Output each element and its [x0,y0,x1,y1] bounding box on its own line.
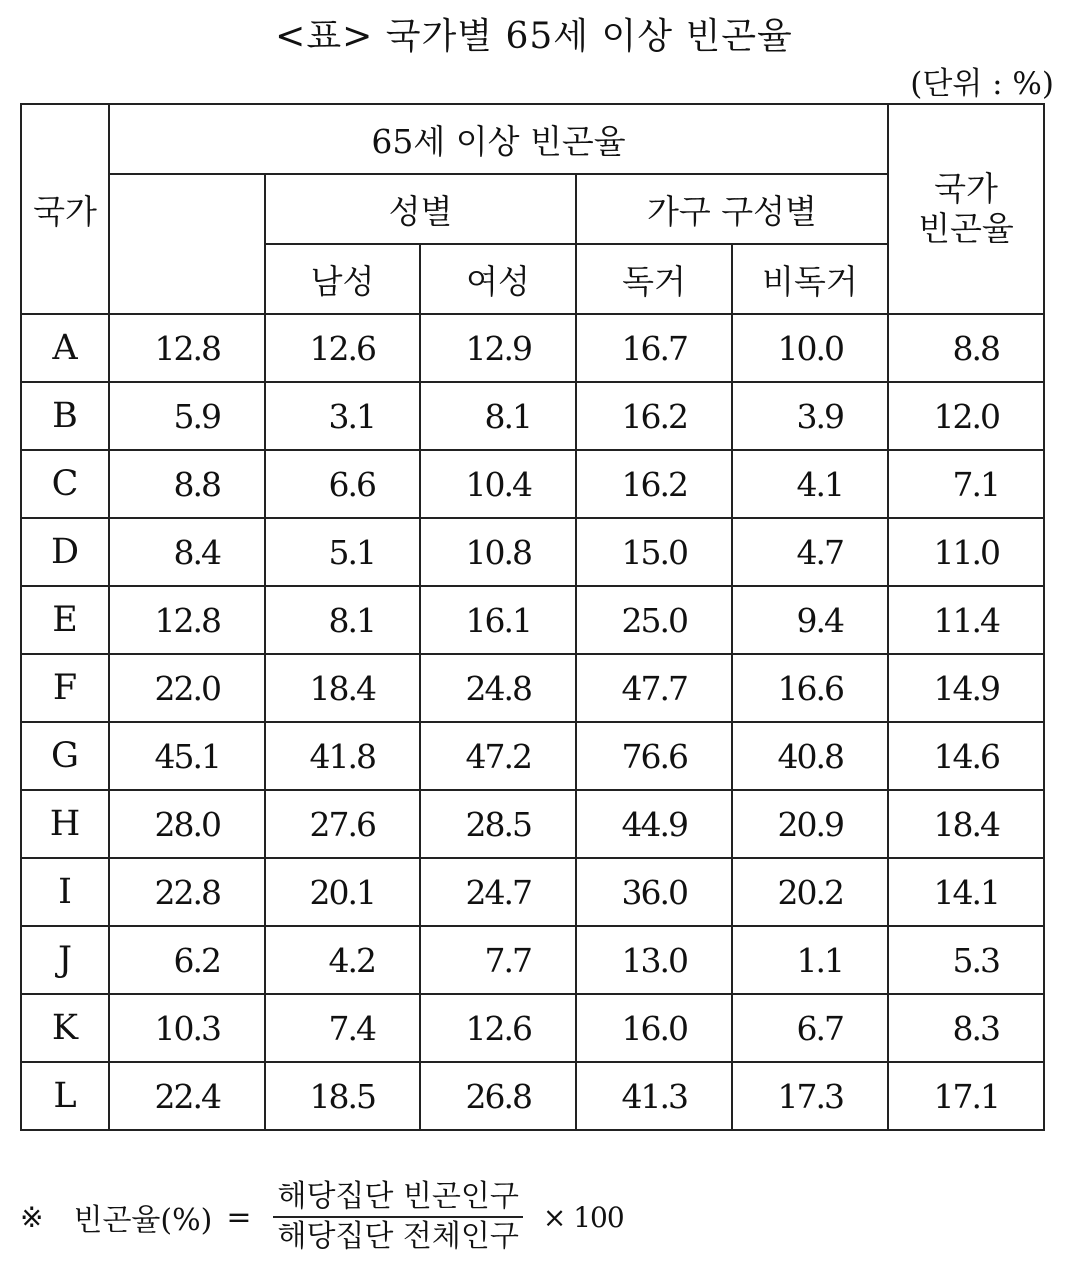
header-national-text: 국가 빈곤율 [918,169,1014,248]
cell-national: 11.0 [888,518,1044,586]
cell-not-alone: 10.0 [732,314,888,382]
header-65-poverty: 65세 이상 빈곤율 [109,104,888,174]
unit-label: (단위 : %) [910,66,1054,102]
formula-fraction [273,1180,522,1254]
formula-numerator: 해당집단 빈곤인구 [273,1180,522,1218]
cell-country: F [21,654,109,722]
formula-equals: = [226,1199,252,1235]
cell-male: 27.6 [265,790,420,858]
poverty-table [20,103,1045,1131]
cell-alone: 36.0 [576,858,732,926]
cell-male: 20.1 [265,858,420,926]
cell-not-alone: 9.4 [732,586,888,654]
cell-alone: 44.9 [576,790,732,858]
cell-country: D [21,518,109,586]
cell-not-alone: 3.9 [732,382,888,450]
cell-national: 14.9 [888,654,1044,722]
cell-alone: 16.2 [576,382,732,450]
formula-label: 빈곤율(%) [73,1203,213,1238]
cell-alone: 25.0 [576,586,732,654]
cell-female: 24.7 [420,858,576,926]
cell-male: 3.1 [265,382,420,450]
cell-male: 5.1 [265,518,420,586]
header-not-alone: 비독거 [732,244,888,314]
cell-alone: 15.0 [576,518,732,586]
cell-national: 8.3 [888,994,1044,1062]
cell-country: K [21,994,109,1062]
cell-country: G [21,722,109,790]
cell-total: 28.0 [109,790,265,858]
cell-total: 22.4 [109,1062,265,1130]
header-national-poverty [888,104,1044,314]
cell-not-alone: 20.9 [732,790,888,858]
cell-national: 7.1 [888,450,1044,518]
cell-not-alone: 17.3 [732,1062,888,1130]
cell-country: B [21,382,109,450]
header-by-sex: 성별 [265,174,576,244]
header-alone: 독거 [576,244,732,314]
table-row [21,858,1044,926]
cell-national: 18.4 [888,790,1044,858]
cell-not-alone: 6.7 [732,994,888,1062]
cell-female: 10.8 [420,518,576,586]
header-country: 국가 [21,104,109,314]
cell-alone: 13.0 [576,926,732,994]
cell-country: J [21,926,109,994]
cell-male: 6.6 [265,450,420,518]
cell-total: 10.3 [109,994,265,1062]
cell-total: 8.4 [109,518,265,586]
table-row [21,382,1044,450]
cell-alone: 76.6 [576,722,732,790]
cell-alone: 16.0 [576,994,732,1062]
cell-female: 8.1 [420,382,576,450]
table-row [21,450,1044,518]
cell-national: 11.4 [888,586,1044,654]
cell-not-alone: 4.1 [732,450,888,518]
table-row [21,1062,1044,1130]
cell-national: 14.1 [888,858,1044,926]
cell-alone: 41.3 [576,1062,732,1130]
cell-alone: 16.2 [576,450,732,518]
cell-total: 8.8 [109,450,265,518]
header-total-blank [109,174,265,314]
formula-denominator: 해당집단 전체인구 [277,1219,519,1254]
cell-male: 8.1 [265,586,420,654]
cell-country: A [21,314,109,382]
cell-not-alone: 20.2 [732,858,888,926]
cell-female: 10.4 [420,450,576,518]
cell-country: E [21,586,109,654]
cell-female: 12.6 [420,994,576,1062]
formula-note [20,1180,624,1254]
cell-total: 45.1 [109,722,265,790]
formula-multiplier: × 100 [542,1200,624,1234]
cell-country: L [21,1062,109,1130]
cell-female: 7.7 [420,926,576,994]
table-row [21,314,1044,382]
cell-male: 4.2 [265,926,420,994]
cell-female: 12.9 [420,314,576,382]
cell-not-alone: 40.8 [732,722,888,790]
cell-national: 5.3 [888,926,1044,994]
header-female: 여성 [420,244,576,314]
header-by-household: 가구 구성별 [576,174,888,244]
cell-alone: 47.7 [576,654,732,722]
cell-female: 47.2 [420,722,576,790]
cell-country: I [21,858,109,926]
cell-not-alone: 16.6 [732,654,888,722]
cell-total: 22.0 [109,654,265,722]
note-mark: ※ [20,1200,44,1234]
cell-total: 12.8 [109,314,265,382]
cell-country: H [21,790,109,858]
cell-female: 16.1 [420,586,576,654]
cell-alone: 16.7 [576,314,732,382]
cell-country: C [21,450,109,518]
cell-total: 12.8 [109,586,265,654]
cell-total: 6.2 [109,926,265,994]
table-title: <표> 국가별 65세 이상 빈곤율 [275,16,793,57]
cell-national: 14.6 [888,722,1044,790]
table-row [21,994,1044,1062]
cell-total: 22.8 [109,858,265,926]
cell-male: 18.4 [265,654,420,722]
cell-male: 41.8 [265,722,420,790]
cell-national: 17.1 [888,1062,1044,1130]
cell-male: 18.5 [265,1062,420,1130]
cell-total: 5.9 [109,382,265,450]
cell-national: 12.0 [888,382,1044,450]
cell-not-alone: 4.7 [732,518,888,586]
cell-national: 8.8 [888,314,1044,382]
cell-female: 24.8 [420,654,576,722]
table-row [21,654,1044,722]
cell-male: 12.6 [265,314,420,382]
cell-female: 28.5 [420,790,576,858]
table-row [21,518,1044,586]
table-body [21,314,1044,1130]
cell-not-alone: 1.1 [732,926,888,994]
table-row [21,790,1044,858]
header-male: 남성 [265,244,420,314]
table-row [21,926,1044,994]
cell-female: 26.8 [420,1062,576,1130]
table-row [21,722,1044,790]
cell-male: 7.4 [265,994,420,1062]
table-row [21,586,1044,654]
